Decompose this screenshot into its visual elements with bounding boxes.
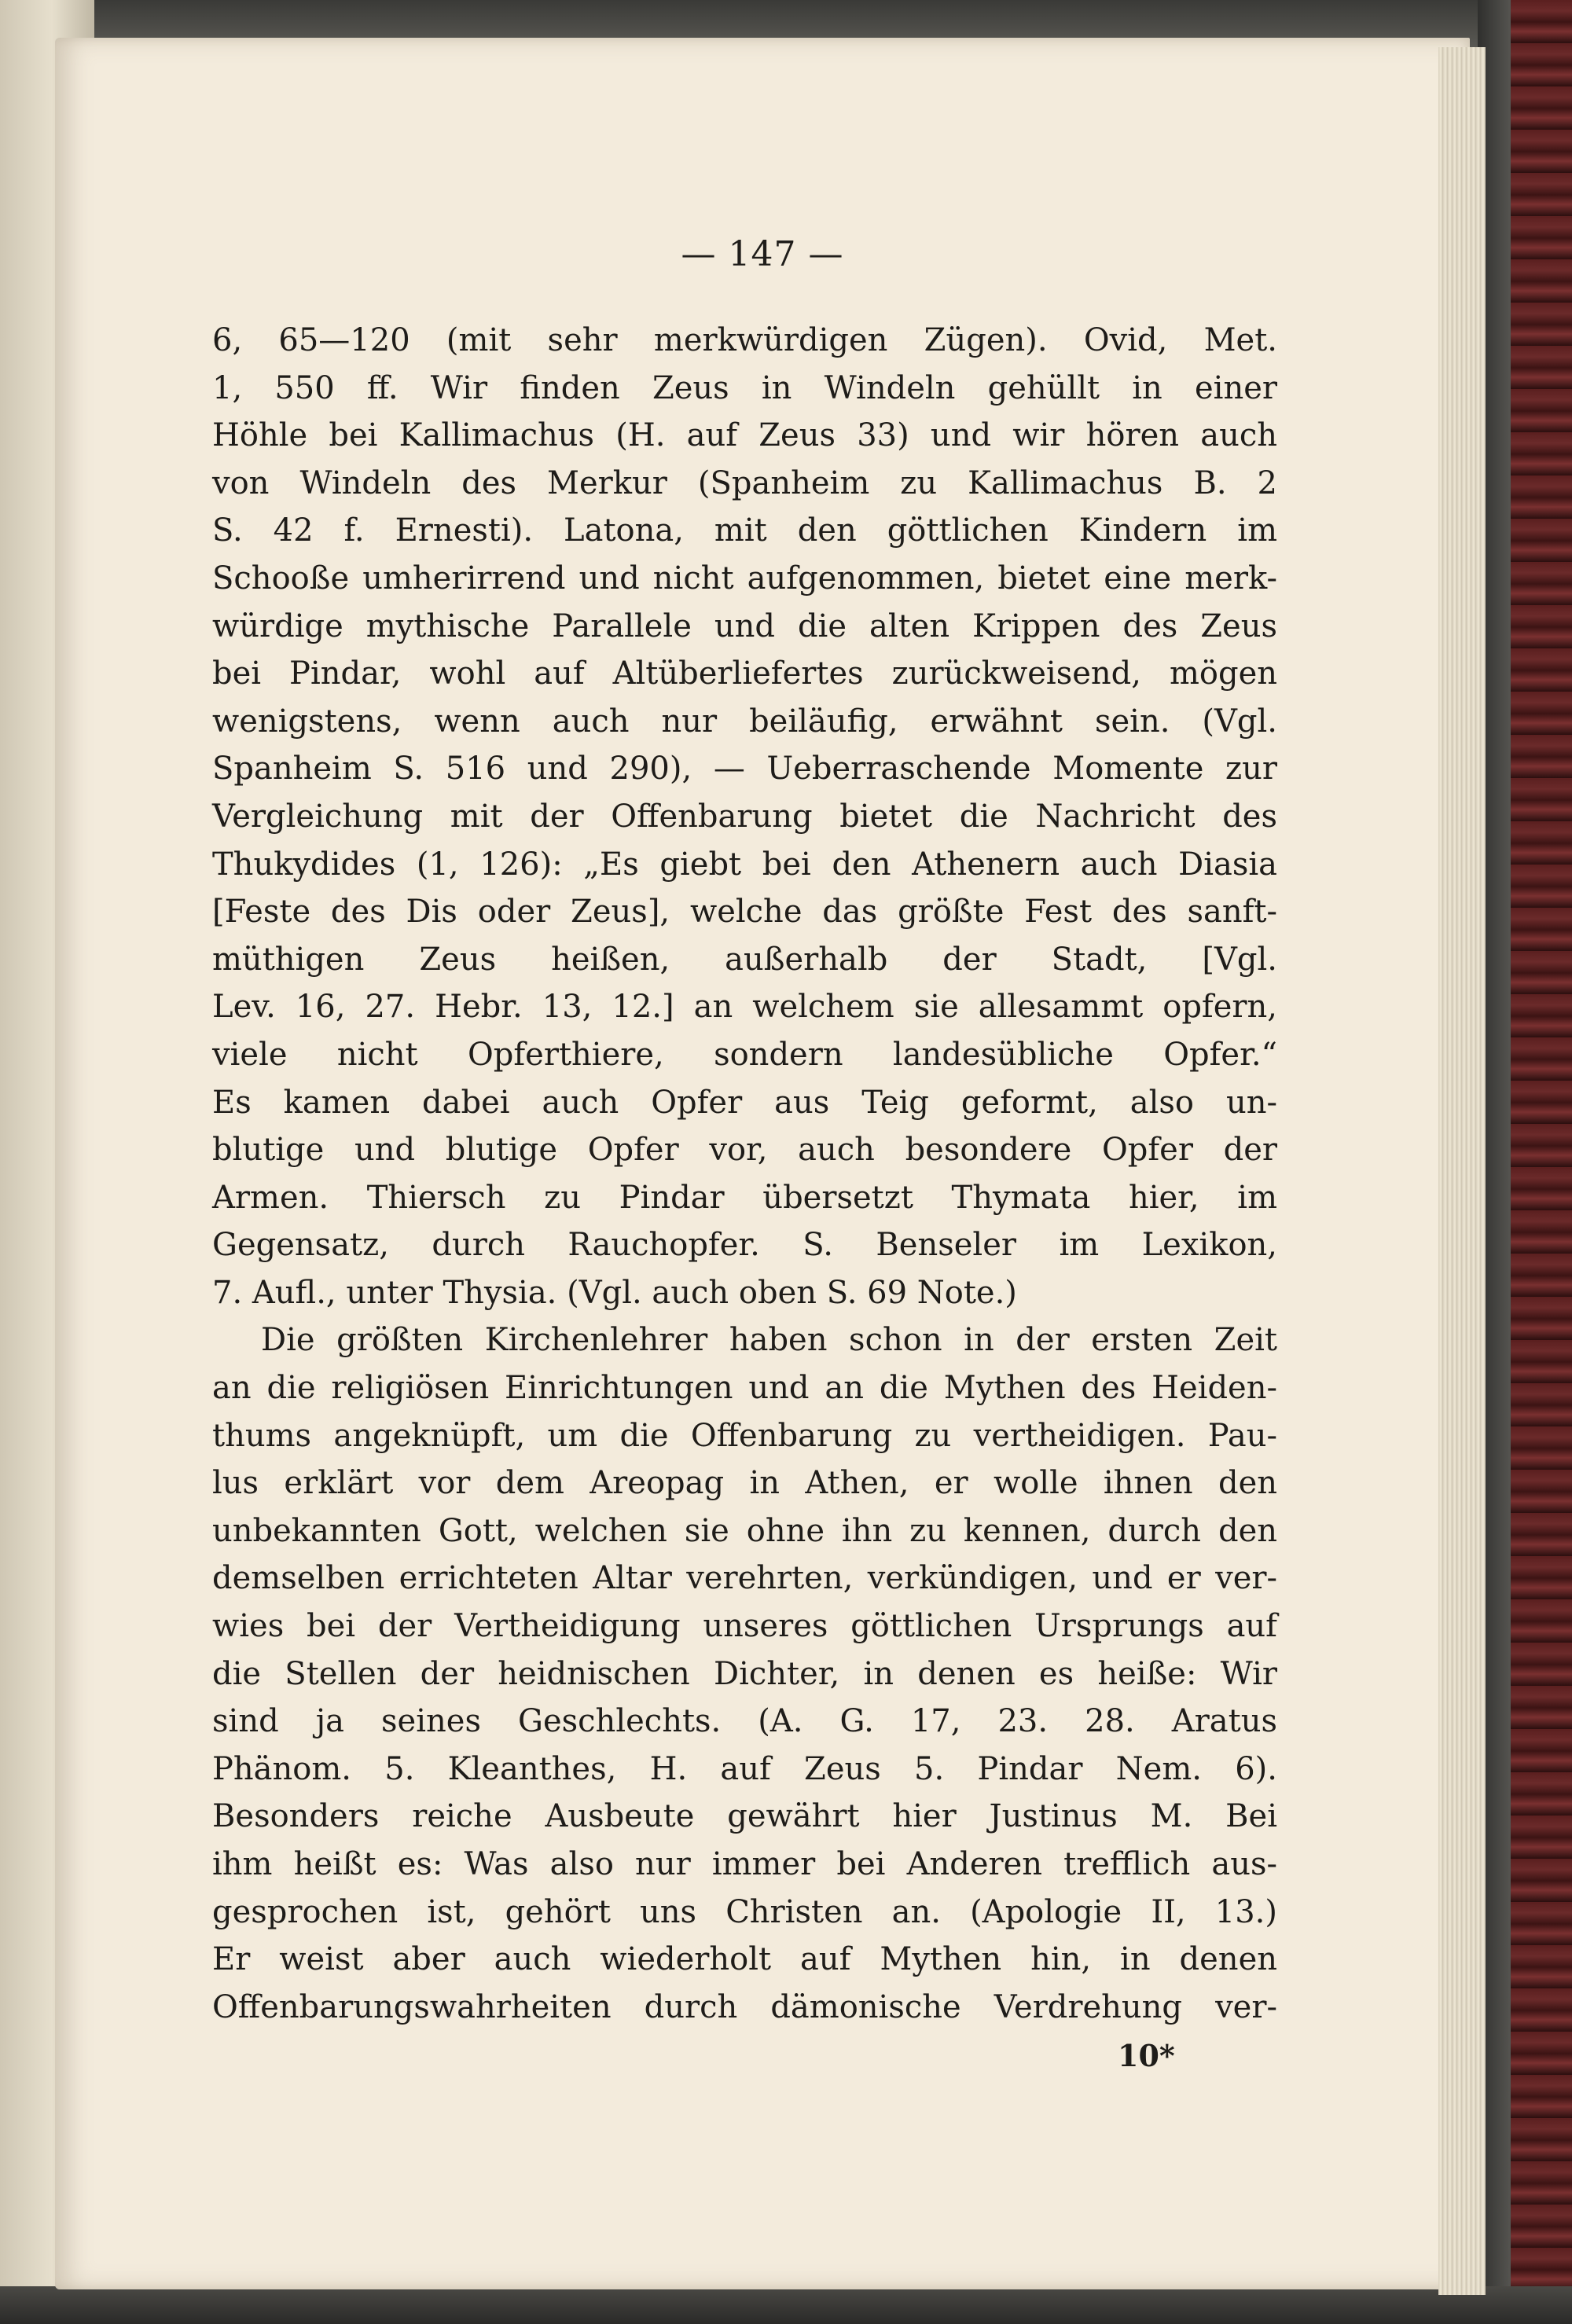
scanner-bottom-edge	[0, 2286, 1572, 2324]
text-line: von Windeln des Merkur (Spanheim zu Kallimachus B. 2	[212, 464, 1277, 501]
text-line: 6, 65—120 (mit sehr merkwürdigen Zügen). Ovid, Met.	[212, 322, 1277, 358]
text-line: demselben errichteten Altar verehrten, verkündigen, und er ver-	[212, 1560, 1277, 1597]
text-line: Gegensatz, durch Rauchopfer. S. Benseler im Lexikon,	[212, 1227, 1277, 1264]
text-line: 1, 550 ff. Wir finden Zeus in Windeln gehüllt in einer	[212, 369, 1277, 406]
text-line: sind ja seines Geschlechts. (A. G. 17, 23. 28. Aratus	[212, 1703, 1277, 1740]
text-line: viele nicht Opferthiere, sondern landesübliche Opfer.“	[212, 1036, 1277, 1073]
text-line: blutige und blutige Opfer vor, auch besondere Opfer der	[212, 1132, 1277, 1169]
text-line: Er weist aber auch wiederholt auf Mythen hin, in denen	[212, 1941, 1277, 1978]
text-line: lus erklärt vor dem Areopag in Athen, er wolle ihnen den	[212, 1465, 1277, 1502]
text-line: S. 42 f. Ernesti). Latona, mit den göttlichen Kindern im	[212, 512, 1277, 549]
text-line: Phänom. 5. Kleanthes, H. auf Zeus 5. Pindar Nem. 6).	[212, 1750, 1277, 1787]
text-line: Höhle bei Kallimachus (H. auf Zeus 33) und wir hören auch	[212, 417, 1277, 454]
text-line: thums angeknüpft, um die Offenbarung zu vertheidigen. Pau-	[212, 1417, 1277, 1454]
text-line: Armen. Thiersch zu Pindar übersetzt Thymata hier, im	[212, 1179, 1277, 1216]
text-line: Es kamen dabei auch Opfer aus Teig geformt, also un-	[212, 1084, 1277, 1121]
text-line: ihm heißt es: Was also nur immer bei Anderen trefflich aus-	[212, 1846, 1277, 1882]
text-line: Spanheim S. 516 und 290), — Ueberraschende Momente zur	[212, 751, 1277, 788]
text-line: gesprochen ist, gehört uns Christen an. (Apologie II, 13.)	[212, 1893, 1277, 1930]
text-line: die Stellen der heidnischen Dichter, in denen es heiße: Wir	[212, 1655, 1277, 1692]
text-line: Thukydides (1, 126): „Es giebt bei den Athenern auch Diasia	[212, 846, 1277, 883]
text-line: Besonders reiche Ausbeute gewährt hier Justinus M. Bei	[212, 1798, 1277, 1835]
text-line: wenigstens, wenn auch nur beiläufig, erwähnt sein. (Vgl.	[212, 703, 1277, 740]
body-text	[212, 317, 1277, 2031]
text-line: [Feste des Dis oder Zeus], welche das größte Fest des sanft-	[212, 894, 1277, 931]
text-line: würdige mythische Parallele und die alten Krippen des Zeus	[212, 608, 1277, 644]
page-block-edges	[1438, 47, 1486, 2295]
book-page	[55, 38, 1470, 2289]
text-line: Offenbarungswahrheiten durch dämonische Verdrehung ver-	[212, 1988, 1277, 2025]
text-line: bei Pindar, wohl auf Altüberliefertes zurückweisend, mögen	[212, 655, 1277, 692]
text-line: Lev. 16, 27. Hebr. 13, 12.] an welchem sie allesammt opfern,	[212, 989, 1277, 1026]
text-line: wies bei der Vertheidigung unseres göttlichen Ursprungs auf	[212, 1608, 1277, 1645]
text-line: Die größten Kirchenlehrer haben schon in der ersten Zeit	[261, 1322, 1277, 1359]
page-header-number: — 147 —	[681, 234, 844, 274]
right-marbled-cover	[1478, 0, 1572, 2324]
text-line: Schooße umherirrend und nicht aufgenommen, bietet eine merk-	[212, 560, 1277, 597]
text-line: Vergleichung mit der Offenbarung bietet die Nachricht des	[212, 798, 1277, 835]
text-line: 7. Aufl., unter Thysia. (Vgl. auch oben S. 69 Note.)	[212, 1274, 1017, 1311]
text-line: unbekannten Gott, welchen sie ohne ihn zu kennen, durch den	[212, 1512, 1277, 1549]
text-line: müthigen Zeus heißen, außerhalb der Stadt, [Vgl.	[212, 941, 1277, 978]
signature-mark: 10*	[1118, 2038, 1175, 2073]
text-line: an die religiösen Einrichtungen und an die Mythen des Heiden-	[212, 1370, 1277, 1407]
